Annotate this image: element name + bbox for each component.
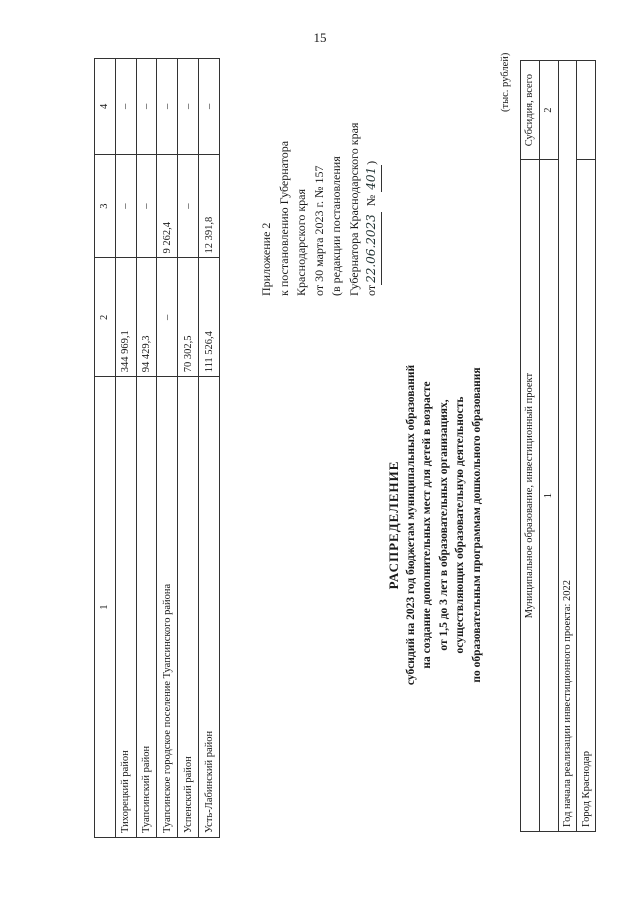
table-cell: 344 969,1	[115, 258, 136, 377]
units-label: (тыс. рублей)	[500, 52, 511, 112]
table-cell: –	[157, 59, 178, 155]
table-header-cell: 4	[95, 59, 116, 155]
page-number: 15	[313, 30, 327, 45]
table-cell	[577, 61, 596, 160]
appendix-approval-block	[258, 56, 378, 296]
number-prefix: №	[364, 194, 378, 207]
table-cell: 9 262,4	[157, 154, 178, 258]
table-number-row	[539, 61, 558, 832]
table-header-row	[521, 61, 540, 832]
table-header-row	[95, 59, 116, 838]
table-header-cell: 1	[95, 377, 116, 838]
table-header-cell: Муниципальное образование, инвестиционный проект	[521, 160, 540, 832]
table-cell: –	[136, 154, 157, 258]
appendix-line: Приложение 2	[259, 222, 273, 296]
table-header-cell: Субсидия, всего	[521, 61, 540, 160]
table-row	[558, 61, 577, 832]
handwritten-number: 401	[363, 165, 382, 192]
closing-paren: )	[364, 160, 378, 165]
table-header-cell: 3	[95, 154, 116, 258]
table-cell: –	[157, 258, 178, 377]
appendix-line: Губернатора Краснодарского края	[346, 122, 361, 296]
table-row	[199, 59, 220, 838]
table-cell: –	[178, 154, 199, 258]
title-line: на создание дополнительных мест для детей в возрасте	[421, 381, 433, 669]
title-line: субсидий на 2023 год бюджетам муниципальных образований	[404, 364, 417, 686]
table-cell: 1	[539, 160, 558, 832]
table-row	[115, 59, 136, 838]
table-row	[178, 59, 199, 838]
table-cell: 2	[539, 61, 558, 160]
appendix-date-line	[363, 56, 382, 296]
table-cell: Тихорецкий район	[115, 377, 136, 838]
table-cell: Туапсинское городское поселение Туапсинского района	[157, 377, 178, 838]
title-line: от 1,5 до 3 лет в образовательных организациях,	[437, 399, 450, 651]
table-cell: Успенский район	[178, 377, 199, 838]
table-row	[577, 61, 596, 832]
table-cell: Усть-Лабинский район	[199, 377, 220, 838]
appendix-line: Краснодарского края	[294, 188, 308, 296]
appendix-line: от 30 марта 2023 г. № 157	[311, 165, 326, 296]
table-cell: Туапсинский район	[136, 377, 157, 838]
table-row	[157, 59, 178, 838]
subsidy-table	[520, 60, 596, 832]
date-prefix: от	[364, 284, 378, 296]
table-cell: –	[178, 59, 199, 155]
table-header-cell: 2	[95, 258, 116, 377]
title-line: по образовательным программам дошкольного образования	[470, 367, 483, 683]
table-cell: 70 302,5	[178, 258, 199, 377]
table-cell: –	[115, 59, 136, 155]
continuation-table	[94, 58, 220, 838]
table-cell: 111 526,4	[199, 258, 220, 377]
appendix-line: (в редакции постановления	[329, 156, 343, 296]
table-cell: Год начала реализации инвестиционного проекта: 2022	[558, 61, 577, 832]
document-title-block	[386, 260, 504, 790]
document-heading: РАСПРЕДЕЛЕНИЕ	[386, 460, 401, 590]
table-cell: –	[199, 59, 220, 155]
table-cell: –	[115, 154, 136, 258]
title-line: осуществляющих образовательную деятельность	[454, 396, 466, 654]
handwritten-date: 22.06.2023	[363, 212, 382, 285]
table-cell: 12 391,8	[199, 154, 220, 258]
appendix-line: к постановлению Губернатора	[276, 140, 291, 296]
table-cell: 94 429,3	[136, 258, 157, 377]
table-cell: Город Краснодар	[577, 160, 596, 832]
table-row	[136, 59, 157, 838]
table-cell: –	[136, 59, 157, 155]
